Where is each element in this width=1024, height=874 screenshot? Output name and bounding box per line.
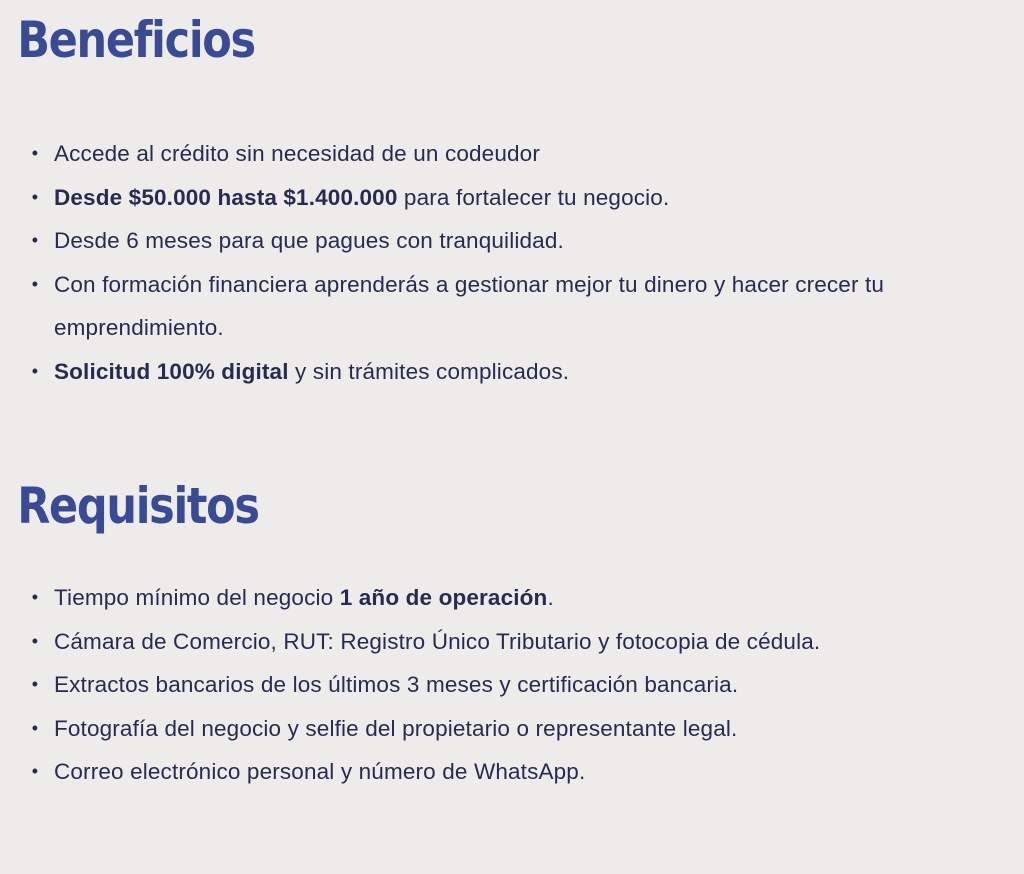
benefits-section <box>0 0 1024 384</box>
benefit-item <box>0 176 1024 220</box>
requirement-item <box>0 707 1024 751</box>
requirement-item <box>0 576 1024 620</box>
bullet-icon: • <box>31 273 39 294</box>
bullet-icon: • <box>31 186 39 207</box>
bullet-icon: • <box>31 587 39 607</box>
requirement-text: Cámara de Comercio, RUT: Registro Único Tributario y fotocopia de cédula. <box>54 628 821 654</box>
requirements-heading: Requisitos <box>17 477 259 535</box>
bullet-icon: • <box>31 674 39 694</box>
requirements-list <box>0 576 1024 794</box>
bullet-icon: • <box>31 143 39 163</box>
bullet-icon: • <box>31 630 39 651</box>
requirement-text: Extractos bancarios de los últimos 3 meses y certificación bancaria. <box>54 672 739 697</box>
benefit-text: Con formación financiera aprenderás a gestionar mejor tu dinero y hacer crecer tu emprendimiento. <box>54 271 885 340</box>
benefit-bold-text: Desde $50.000 hasta $1.400.000 <box>54 184 398 210</box>
requirement-text: Tiempo mínimo del negocio <box>54 585 340 610</box>
requirement-item <box>0 620 1024 664</box>
benefit-text: Accede al crédito sin necesidad de un codeudor <box>54 141 540 166</box>
benefit-item <box>0 263 1024 350</box>
requirement-item <box>0 663 1024 707</box>
benefit-bold-text: Solicitud 100% digital <box>54 358 289 384</box>
requirements-section <box>0 466 1024 784</box>
benefit-item <box>0 132 1024 176</box>
bullet-icon: • <box>31 717 39 738</box>
bullet-icon: • <box>31 761 39 781</box>
benefit-text: y sin trámites complicados. <box>288 358 570 384</box>
benefit-text: para fortalecer tu negocio. <box>397 184 670 210</box>
benefit-item <box>0 219 1024 263</box>
requirement-text: Correo electrónico personal y número de WhatsApp. <box>54 759 586 784</box>
requirement-text: Fotografía del negocio y selfie del propietario o representante legal. <box>54 715 738 741</box>
bullet-icon: • <box>31 230 39 250</box>
requirement-bold-text: 1 año de operación <box>339 585 548 610</box>
benefits-list <box>0 132 1024 393</box>
bullet-icon: • <box>31 360 39 381</box>
benefits-heading: Beneficios <box>17 11 255 69</box>
benefit-item <box>0 350 1024 394</box>
benefit-text: Desde 6 meses para que pagues con tranquilidad. <box>54 228 564 253</box>
requirement-item <box>0 750 1024 794</box>
requirement-text-after: . <box>547 585 554 610</box>
